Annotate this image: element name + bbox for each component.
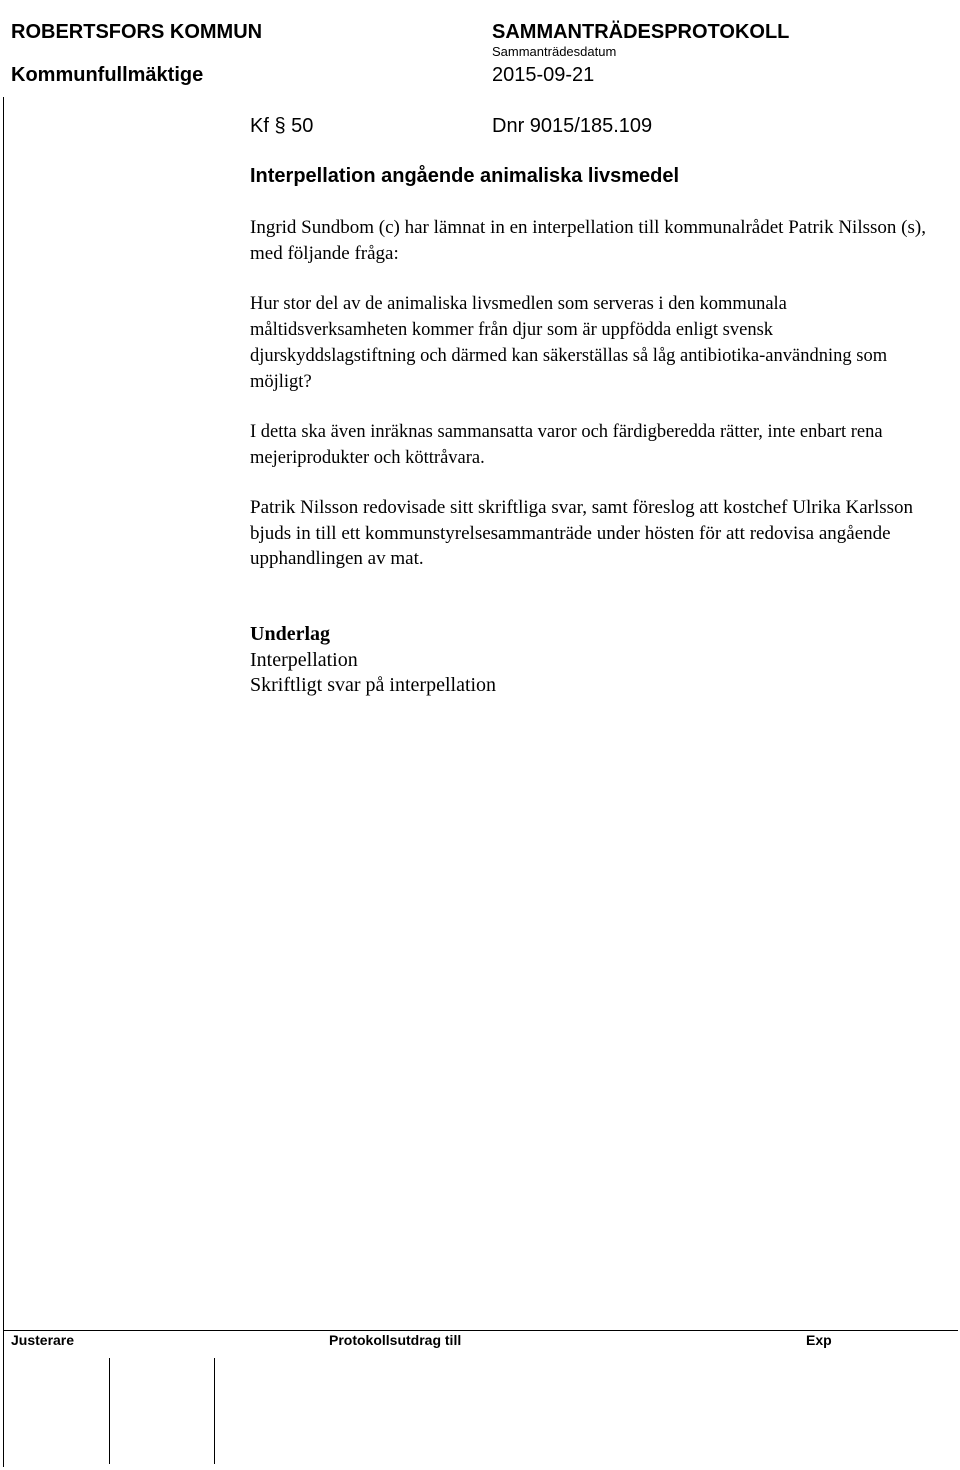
interpellation-question: Hur stor del av de animaliska livsmedlen som serveras i den kommunala måltidsverksamheten kommer från djur som är uppfödda enligt svensk djurskyddslagstiftning och därmed kan säkerställas så låg antibiotika-användning som möjligt?: [250, 294, 888, 392]
section-title: Interpellation angående animaliska livsmedel: [250, 165, 680, 187]
left-margin-rule: [3, 97, 4, 1467]
assembly-name: Kommunfullmäktige: [11, 64, 204, 86]
date-label: Sammanträdesdatum: [492, 44, 617, 59]
intro-paragraph: Ingrid Sundbom (c) har lämnat in en interpellation till kommunalrådet Patrik Nilsson (s), med följande fråga:: [250, 217, 926, 264]
paragraph-number: Kf § 50: [250, 115, 314, 137]
exp-label: Exp: [806, 1332, 832, 1348]
underlag-item: Skriftligt svar på interpellation: [250, 674, 497, 696]
justerare-label: Justerare: [11, 1332, 75, 1348]
meeting-date: 2015-09-21: [492, 64, 595, 86]
signature-box-divider: [214, 1358, 215, 1464]
document-type: SAMMANTRÄDESPROTOKOLL: [492, 21, 790, 43]
underlag-item: Interpellation: [250, 649, 358, 671]
underlag-heading: Underlag: [250, 623, 330, 645]
organization-name: ROBERTSFORS KOMMUN: [11, 21, 263, 43]
signature-box-divider: [109, 1358, 110, 1464]
clarification-paragraph: I detta ska även inräknas sammansatta varor och färdigberedda rätter, inte enbart rena mejeriprodukter och köttråvara.: [250, 422, 883, 468]
footer-top-rule: [3, 1330, 958, 1331]
case-number: Dnr 9015/185.109: [492, 115, 653, 137]
protokollsutdrag-label: Protokollsutdrag till: [329, 1332, 462, 1348]
signature-footer: [3, 1330, 958, 1465]
response-paragraph: Patrik Nilsson redovisade sitt skriftliga svar, samt föreslog att kostchef Ulrika Karlsson bjuds in till ett kommunstyrelsesammanträde under hösten för att redovisa angående upphandlingen av mat.: [250, 497, 914, 569]
